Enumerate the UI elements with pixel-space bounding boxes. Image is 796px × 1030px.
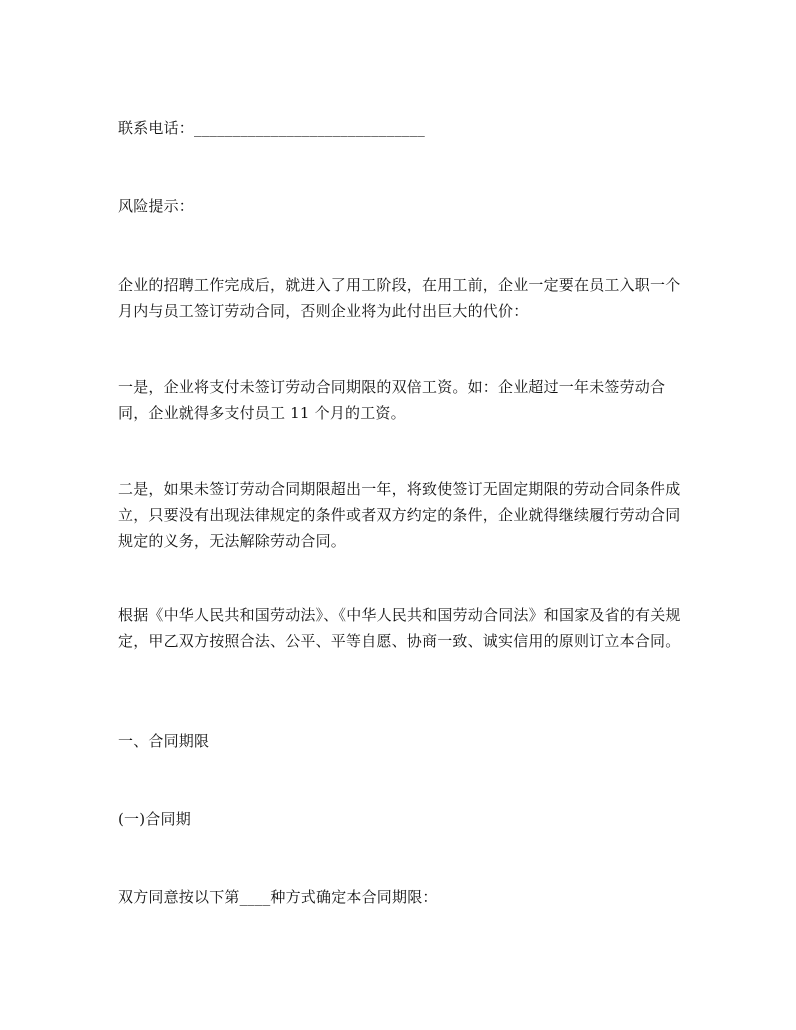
- risk-point-one-paragraph: 一是，企业将支付未签订劳动合同期限的双倍工资。如：企业超过一年未签劳动合同，企业就得多支付员工 11 个月的工资。: [118, 378, 666, 422]
- risk-point-two-paragraph: 二是，如果未签订劳动合同期限超出一年，将致使签订无固定期限的劳动合同条件成立，只要没有出现法律规定的条件或者双方约定的条件，企业就得继续履行劳动合同规定的义务，无法解除劳动合同。: [118, 480, 681, 550]
- risk-heading: 风险提示：: [118, 197, 195, 215]
- subsection-contract-period-title: (一)合同期: [118, 810, 191, 828]
- section-contract-term-title: 一、合同期限: [118, 732, 210, 750]
- term-method-line: 双方同意按以下第____种方式确定本合同期限：: [118, 888, 438, 906]
- contact-phone-line: 联系电话：______________________________: [118, 119, 426, 137]
- risk-intro-paragraph: 企业的招聘工作完成后，就进入了用工阶段，在用工前，企业一定要在员工入职一个月内与员工签订劳动合同，否则企业将为此付出巨大的代价：: [118, 276, 681, 320]
- legal-basis-paragraph: 根据《中华人民共和国劳动法》、《中华人民共和国劳动合同法》和国家及省的有关规定，甲乙双方按照合法、公平、平等自愿、协商一致、诚实信用的原则订立本合同。: [118, 606, 681, 650]
